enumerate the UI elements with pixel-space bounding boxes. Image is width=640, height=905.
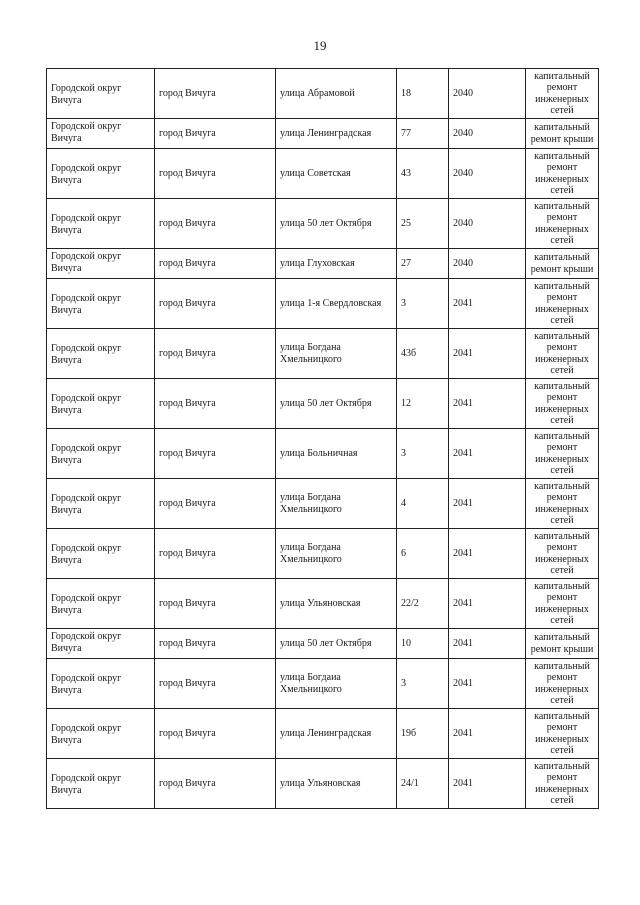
year-cell: 2041 bbox=[449, 709, 526, 759]
house-cell: 25 bbox=[397, 199, 449, 249]
city-cell: город Вичуга bbox=[155, 329, 276, 379]
house-cell: 3 bbox=[397, 429, 449, 479]
street-cell: улица Советская bbox=[276, 149, 397, 199]
district-cell: Городской округ Вичуга bbox=[47, 249, 155, 279]
year-cell: 2041 bbox=[449, 629, 526, 659]
street-cell: улица 50 лет Октября bbox=[276, 199, 397, 249]
city-cell: город Вичуга bbox=[155, 119, 276, 149]
street-cell: улица Глуховская bbox=[276, 249, 397, 279]
work-type-cell: капитальный ремонт инженерных сетей bbox=[526, 199, 599, 249]
year-cell: 2041 bbox=[449, 279, 526, 329]
table-row bbox=[47, 759, 599, 809]
street-cell: улица Богдана Хмельницкого bbox=[276, 479, 397, 529]
city-cell: город Вичуга bbox=[155, 429, 276, 479]
house-cell: 43 bbox=[397, 149, 449, 199]
table-row bbox=[47, 429, 599, 479]
work-type-cell: капитальный ремонт крыши bbox=[526, 119, 599, 149]
table-row bbox=[47, 479, 599, 529]
work-type-cell: капитальный ремонт инженерных сетей bbox=[526, 429, 599, 479]
house-cell: 19б bbox=[397, 709, 449, 759]
work-type-cell: капитальный ремонт инженерных сетей bbox=[526, 149, 599, 199]
street-cell: улица Ленинградская bbox=[276, 119, 397, 149]
year-cell: 2040 bbox=[449, 249, 526, 279]
work-type-cell: капитальный ремонт инженерных сетей bbox=[526, 579, 599, 629]
street-cell: улица Ульяновская bbox=[276, 759, 397, 809]
street-cell: улица 50 лет Октября bbox=[276, 379, 397, 429]
work-type-cell: капитальный ремонт инженерных сетей bbox=[526, 479, 599, 529]
city-cell: город Вичуга bbox=[155, 249, 276, 279]
year-cell: 2040 bbox=[449, 119, 526, 149]
table-row bbox=[47, 199, 599, 249]
table-row bbox=[47, 279, 599, 329]
work-type-cell: капитальный ремонт инженерных сетей bbox=[526, 659, 599, 709]
street-cell: улица Богдаиа Хмельницкого bbox=[276, 659, 397, 709]
district-cell: Городской округ Вичуга bbox=[47, 199, 155, 249]
district-cell: Городской округ Вичуга bbox=[47, 629, 155, 659]
city-cell: город Вичуга bbox=[155, 199, 276, 249]
district-cell: Городской округ Вичуга bbox=[47, 119, 155, 149]
table-row bbox=[47, 69, 599, 119]
work-type-cell: капитальный ремонт инженерных сетей bbox=[526, 759, 599, 809]
year-cell: 2040 bbox=[449, 199, 526, 249]
house-cell: 43б bbox=[397, 329, 449, 379]
city-cell: город Вичуга bbox=[155, 629, 276, 659]
housing-repair-table bbox=[46, 68, 599, 809]
city-cell: город Вичуга bbox=[155, 149, 276, 199]
city-cell: город Вичуга bbox=[155, 69, 276, 119]
house-cell: 4 bbox=[397, 479, 449, 529]
district-cell: Городской округ Вичуга bbox=[47, 69, 155, 119]
house-cell: 22/2 bbox=[397, 579, 449, 629]
house-cell: 12 bbox=[397, 379, 449, 429]
street-cell: улица Больничная bbox=[276, 429, 397, 479]
district-cell: Городской округ Вичуга bbox=[47, 659, 155, 709]
house-cell: 77 bbox=[397, 119, 449, 149]
table-row bbox=[47, 149, 599, 199]
house-cell: 3 bbox=[397, 659, 449, 709]
street-cell: улица Богдана Хмельницкого bbox=[276, 529, 397, 579]
year-cell: 2040 bbox=[449, 69, 526, 119]
street-cell: улица 50 лет Октября bbox=[276, 629, 397, 659]
district-cell: Городской округ Вичуга bbox=[47, 379, 155, 429]
work-type-cell: капитальный ремонт крыши bbox=[526, 629, 599, 659]
city-cell: город Вичуга bbox=[155, 659, 276, 709]
table-row bbox=[47, 659, 599, 709]
city-cell: город Вичуга bbox=[155, 529, 276, 579]
city-cell: город Вичуга bbox=[155, 579, 276, 629]
district-cell: Городской округ Вичуга bbox=[47, 479, 155, 529]
year-cell: 2041 bbox=[449, 379, 526, 429]
year-cell: 2041 bbox=[449, 529, 526, 579]
house-cell: 6 bbox=[397, 529, 449, 579]
work-type-cell: капитальный ремонт крыши bbox=[526, 249, 599, 279]
table-row bbox=[47, 249, 599, 279]
street-cell: улица Абрамовой bbox=[276, 69, 397, 119]
district-cell: Городской округ Вичуга bbox=[47, 329, 155, 379]
work-type-cell: капитальный ремонт инженерных сетей bbox=[526, 379, 599, 429]
house-cell: 24/1 bbox=[397, 759, 449, 809]
house-cell: 27 bbox=[397, 249, 449, 279]
year-cell: 2041 bbox=[449, 479, 526, 529]
work-type-cell: капитальный ремонт инженерных сетей bbox=[526, 69, 599, 119]
page-number: 19 bbox=[313, 38, 327, 53]
year-cell: 2041 bbox=[449, 659, 526, 709]
table-row bbox=[47, 119, 599, 149]
year-cell: 2041 bbox=[449, 429, 526, 479]
table-row bbox=[47, 709, 599, 759]
year-cell: 2041 bbox=[449, 329, 526, 379]
district-cell: Городской округ Вичуга bbox=[47, 429, 155, 479]
street-cell: улица Ленинградская bbox=[276, 709, 397, 759]
work-type-cell: капитальный ремонт инженерных сетей bbox=[526, 529, 599, 579]
district-cell: Городской округ Вичуга bbox=[47, 279, 155, 329]
city-cell: город Вичуга bbox=[155, 709, 276, 759]
city-cell: город Вичуга bbox=[155, 479, 276, 529]
district-cell: Городской округ Вичуга bbox=[47, 579, 155, 629]
street-cell: улица Ульяновская bbox=[276, 579, 397, 629]
district-cell: Городской округ Вичуга bbox=[47, 529, 155, 579]
district-cell: Городской округ Вичуга bbox=[47, 759, 155, 809]
street-cell: улица Богдана Хмельницкого bbox=[276, 329, 397, 379]
year-cell: 2041 bbox=[449, 579, 526, 629]
house-cell: 18 bbox=[397, 69, 449, 119]
table-row bbox=[47, 379, 599, 429]
city-cell: город Вичуга bbox=[155, 759, 276, 809]
work-type-cell: капитальный ремонт инженерных сетей bbox=[526, 329, 599, 379]
district-cell: Городской округ Вичуга bbox=[47, 709, 155, 759]
city-cell: город Вичуга bbox=[155, 379, 276, 429]
district-cell: Городской округ Вичуга bbox=[47, 149, 155, 199]
table-row bbox=[47, 529, 599, 579]
work-type-cell: капитальный ремонт инженерных сетей bbox=[526, 709, 599, 759]
city-cell: город Вичуга bbox=[155, 279, 276, 329]
work-type-cell: капитальный ремонт инженерных сетей bbox=[526, 279, 599, 329]
house-cell: 3 bbox=[397, 279, 449, 329]
year-cell: 2040 bbox=[449, 149, 526, 199]
house-cell: 10 bbox=[397, 629, 449, 659]
street-cell: улица 1-я Свердловская bbox=[276, 279, 397, 329]
year-cell: 2041 bbox=[449, 759, 526, 809]
table-row bbox=[47, 579, 599, 629]
table-row bbox=[47, 629, 599, 659]
table-row bbox=[47, 329, 599, 379]
